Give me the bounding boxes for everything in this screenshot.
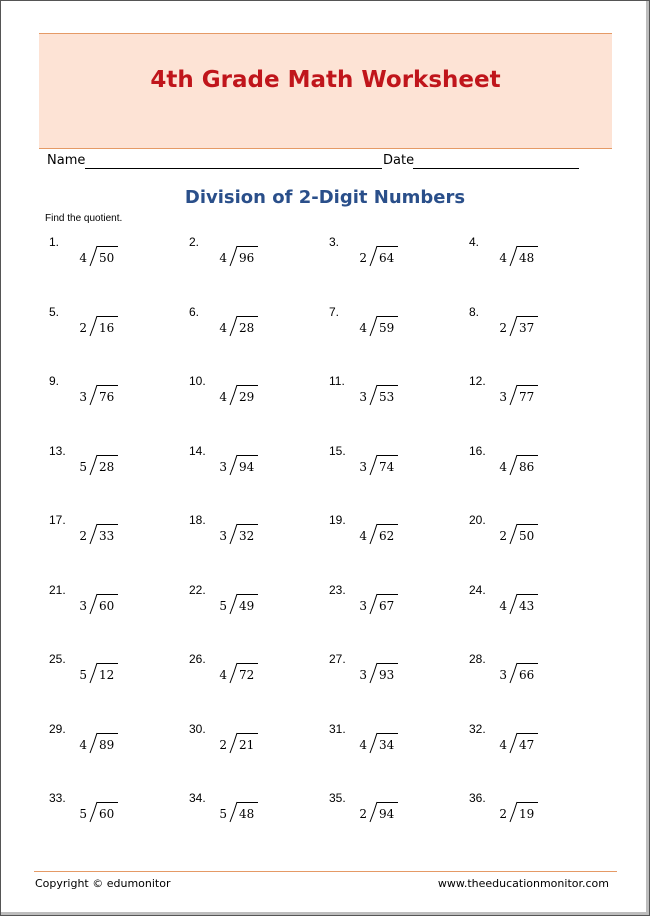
long-division-bracket-icon <box>367 662 377 684</box>
division-problem <box>49 374 179 414</box>
long-division-bracket-icon <box>367 732 377 754</box>
name-label: Name <box>47 153 86 168</box>
problem-divisor: 4 <box>219 251 227 265</box>
problem-divisor: 2 <box>219 737 227 752</box>
long-division-bracket-icon <box>87 315 97 337</box>
long-division-bracket-icon <box>507 245 517 267</box>
division-problem <box>329 235 459 275</box>
problem-dividend: 59 <box>377 316 398 335</box>
division-problem <box>49 513 179 553</box>
problem-divisor: 2 <box>499 320 507 335</box>
long-division-bracket-icon <box>507 523 517 545</box>
problem-dividend: 89 <box>97 733 118 752</box>
long-division-bracket-icon <box>87 245 97 267</box>
problem-dividend: 29 <box>237 385 258 404</box>
division-problem <box>469 374 599 414</box>
problem-number: 31. <box>329 721 346 736</box>
problem-number: 18. <box>189 513 206 527</box>
problem-number: 30. <box>189 721 206 736</box>
long-division-bracket-icon <box>367 801 377 823</box>
problem-dividend: 28 <box>237 316 258 335</box>
division-problem <box>189 722 319 762</box>
problem-dividend: 93 <box>377 663 398 682</box>
long-division-bracket-icon <box>227 593 237 615</box>
problem-divisor: 3 <box>359 390 367 404</box>
name-underline <box>85 168 382 169</box>
problem-number: 16. <box>469 443 486 458</box>
problem-dividend: 47 <box>517 733 538 752</box>
problem-dividend: 76 <box>97 385 118 404</box>
problem-divisor: 2 <box>499 807 507 821</box>
problem-number: 28. <box>469 652 486 666</box>
problem-divisor: 4 <box>219 668 227 682</box>
problem-dividend: 66 <box>517 663 538 682</box>
footer-divider <box>34 871 617 872</box>
long-division-bracket-icon <box>507 593 517 615</box>
problem-divisor: 3 <box>359 459 367 474</box>
problem-divisor: 5 <box>79 807 87 821</box>
problem-divisor: 2 <box>79 320 87 335</box>
date-label: Date <box>383 153 415 168</box>
problem-dividend: 72 <box>237 663 258 682</box>
long-division-bracket-icon <box>87 801 97 823</box>
division-problem <box>189 513 319 553</box>
problem-number: 21. <box>49 582 66 597</box>
problem-divisor: 5 <box>79 668 87 682</box>
problem-dividend: 60 <box>97 802 118 821</box>
problem-dividend: 74 <box>377 455 398 474</box>
problem-dividend: 64 <box>377 246 398 265</box>
problem-number: 15. <box>329 443 346 458</box>
division-problem <box>49 235 179 275</box>
problem-number: 17. <box>49 513 66 527</box>
problem-dividend: 16 <box>97 316 118 335</box>
problem-dividend: 19 <box>517 802 538 821</box>
problem-divisor: 4 <box>499 737 507 752</box>
problem-dividend: 33 <box>97 524 118 543</box>
problem-divisor: 4 <box>79 737 87 752</box>
problem-divisor: 3 <box>499 390 507 404</box>
problem-number: 23. <box>329 582 346 597</box>
date-underline <box>413 168 579 169</box>
division-problem <box>189 583 319 623</box>
long-division-bracket-icon <box>87 593 97 615</box>
problem-number: 13. <box>49 443 66 458</box>
problem-divisor: 2 <box>499 529 507 543</box>
problem-divisor: 4 <box>219 390 227 404</box>
division-problem <box>49 791 179 831</box>
problem-divisor: 4 <box>79 251 87 265</box>
problem-dividend: 96 <box>237 246 258 265</box>
problem-divisor: 4 <box>499 459 507 474</box>
long-division-bracket-icon <box>87 662 97 684</box>
problem-divisor: 4 <box>219 320 227 335</box>
long-division-bracket-icon <box>367 245 377 267</box>
division-problem <box>329 305 459 345</box>
problem-number: 26. <box>189 652 206 666</box>
problem-number: 20. <box>469 513 486 527</box>
long-division-bracket-icon <box>507 662 517 684</box>
problem-divisor: 4 <box>359 737 367 752</box>
problem-number: 35. <box>329 791 346 805</box>
problem-dividend: 94 <box>377 802 398 821</box>
division-problem <box>329 722 459 762</box>
problem-number: 1. <box>49 235 60 249</box>
name-date-fields <box>47 153 581 171</box>
long-division-bracket-icon <box>507 801 517 823</box>
problem-number: 34. <box>189 791 206 805</box>
problem-divisor: 4 <box>359 529 367 543</box>
long-division-bracket-icon <box>227 384 237 406</box>
problem-divisor: 2 <box>359 807 367 821</box>
problem-dividend: 37 <box>517 316 538 335</box>
division-problem <box>189 235 319 275</box>
problem-dividend: 43 <box>517 594 538 613</box>
long-division-bracket-icon <box>87 523 97 545</box>
long-division-bracket-icon <box>367 384 377 406</box>
problem-number: 25. <box>49 652 66 666</box>
long-division-bracket-icon <box>227 732 237 754</box>
problem-number: 19. <box>329 513 346 527</box>
problem-number: 24. <box>469 582 486 597</box>
problem-number: 2. <box>189 235 200 249</box>
division-problem <box>49 722 179 762</box>
problem-number: 8. <box>469 304 480 319</box>
long-division-bracket-icon <box>507 384 517 406</box>
division-problem <box>469 305 599 345</box>
problem-dividend: 50 <box>517 524 538 543</box>
problem-number: 3. <box>329 235 340 249</box>
division-problem <box>49 652 179 692</box>
problem-divisor: 4 <box>499 251 507 265</box>
problem-number: 22. <box>189 582 206 597</box>
long-division-bracket-icon <box>367 523 377 545</box>
division-problem <box>329 513 459 553</box>
problem-dividend: 50 <box>97 246 118 265</box>
header-band <box>39 33 612 149</box>
long-division-bracket-icon <box>87 384 97 406</box>
division-problem <box>329 374 459 414</box>
problem-number: 11. <box>329 374 345 388</box>
problem-divisor: 3 <box>499 668 507 682</box>
division-problem <box>189 374 319 414</box>
problem-dividend: 60 <box>97 594 118 613</box>
problem-number: 12. <box>469 374 486 388</box>
problem-divisor: 2 <box>79 529 87 543</box>
problem-dividend: 28 <box>97 455 118 474</box>
problem-divisor: 3 <box>79 390 87 404</box>
division-problem <box>329 791 459 831</box>
problem-divisor: 2 <box>359 251 367 265</box>
division-problem <box>329 583 459 623</box>
long-division-bracket-icon <box>87 454 97 476</box>
problem-dividend: 12 <box>97 663 118 682</box>
problem-number: 14. <box>189 443 206 458</box>
problem-number: 36. <box>469 791 486 805</box>
problem-dividend: 67 <box>377 594 398 613</box>
division-problem <box>189 791 319 831</box>
problem-divisor: 5 <box>79 459 87 474</box>
division-problem <box>469 652 599 692</box>
problem-divisor: 3 <box>79 598 87 613</box>
long-division-bracket-icon <box>507 732 517 754</box>
division-problem <box>189 652 319 692</box>
problem-grid <box>49 235 609 825</box>
long-division-bracket-icon <box>227 662 237 684</box>
problem-number: 29. <box>49 721 66 736</box>
division-problem <box>49 583 179 623</box>
problem-number: 10. <box>189 374 206 388</box>
long-division-bracket-icon <box>507 315 517 337</box>
problem-number: 7. <box>329 304 340 319</box>
problem-dividend: 53 <box>377 385 398 404</box>
long-division-bracket-icon <box>367 315 377 337</box>
problem-dividend: 94 <box>237 455 258 474</box>
division-problem <box>469 513 599 553</box>
division-problem <box>329 444 459 484</box>
problem-number: 32. <box>469 721 486 736</box>
instructions: Find the quotient. <box>45 213 123 224</box>
long-division-bracket-icon <box>87 732 97 754</box>
problem-divisor: 5 <box>219 807 227 821</box>
problem-divisor: 3 <box>359 668 367 682</box>
long-division-bracket-icon <box>507 454 517 476</box>
problem-divisor: 4 <box>359 320 367 335</box>
long-division-bracket-icon <box>227 801 237 823</box>
division-problem <box>469 791 599 831</box>
problem-divisor: 3 <box>219 459 227 474</box>
long-division-bracket-icon <box>227 454 237 476</box>
problem-dividend: 21 <box>237 733 258 752</box>
problem-divisor: 4 <box>499 598 507 613</box>
division-problem <box>49 444 179 484</box>
division-problem <box>469 444 599 484</box>
division-problem <box>189 444 319 484</box>
page-title: 4th Grade Math Worksheet <box>150 67 501 93</box>
long-division-bracket-icon <box>227 245 237 267</box>
problem-divisor: 3 <box>359 598 367 613</box>
division-problem <box>189 305 319 345</box>
problem-dividend: 34 <box>377 733 398 752</box>
problem-number: 4. <box>469 235 480 249</box>
long-division-bracket-icon <box>227 523 237 545</box>
problem-number: 27. <box>329 652 346 666</box>
long-division-bracket-icon <box>227 315 237 337</box>
division-problem <box>469 583 599 623</box>
problem-number: 9. <box>49 374 60 388</box>
problem-dividend: 86 <box>517 455 538 474</box>
division-problem <box>329 652 459 692</box>
problem-dividend: 62 <box>377 524 398 543</box>
long-division-bracket-icon <box>367 454 377 476</box>
long-division-bracket-icon <box>367 593 377 615</box>
problem-divisor: 5 <box>219 598 227 613</box>
problem-number: 33. <box>49 791 66 805</box>
problem-dividend: 48 <box>237 802 258 821</box>
website-url: www.theeducationmonitor.com <box>437 877 609 890</box>
problem-dividend: 49 <box>237 594 258 613</box>
division-problem <box>469 722 599 762</box>
problem-dividend: 32 <box>237 524 258 543</box>
problem-dividend: 48 <box>517 246 538 265</box>
problem-number: 6. <box>189 304 200 319</box>
problem-dividend: 77 <box>517 385 538 404</box>
problem-divisor: 3 <box>219 529 227 543</box>
division-problem <box>49 305 179 345</box>
worksheet-subtitle: Division of 2-Digit Numbers <box>184 187 466 208</box>
division-problem <box>469 235 599 275</box>
copyright-text: Copyright © edumonitor <box>35 877 171 890</box>
problem-number: 5. <box>49 304 60 319</box>
